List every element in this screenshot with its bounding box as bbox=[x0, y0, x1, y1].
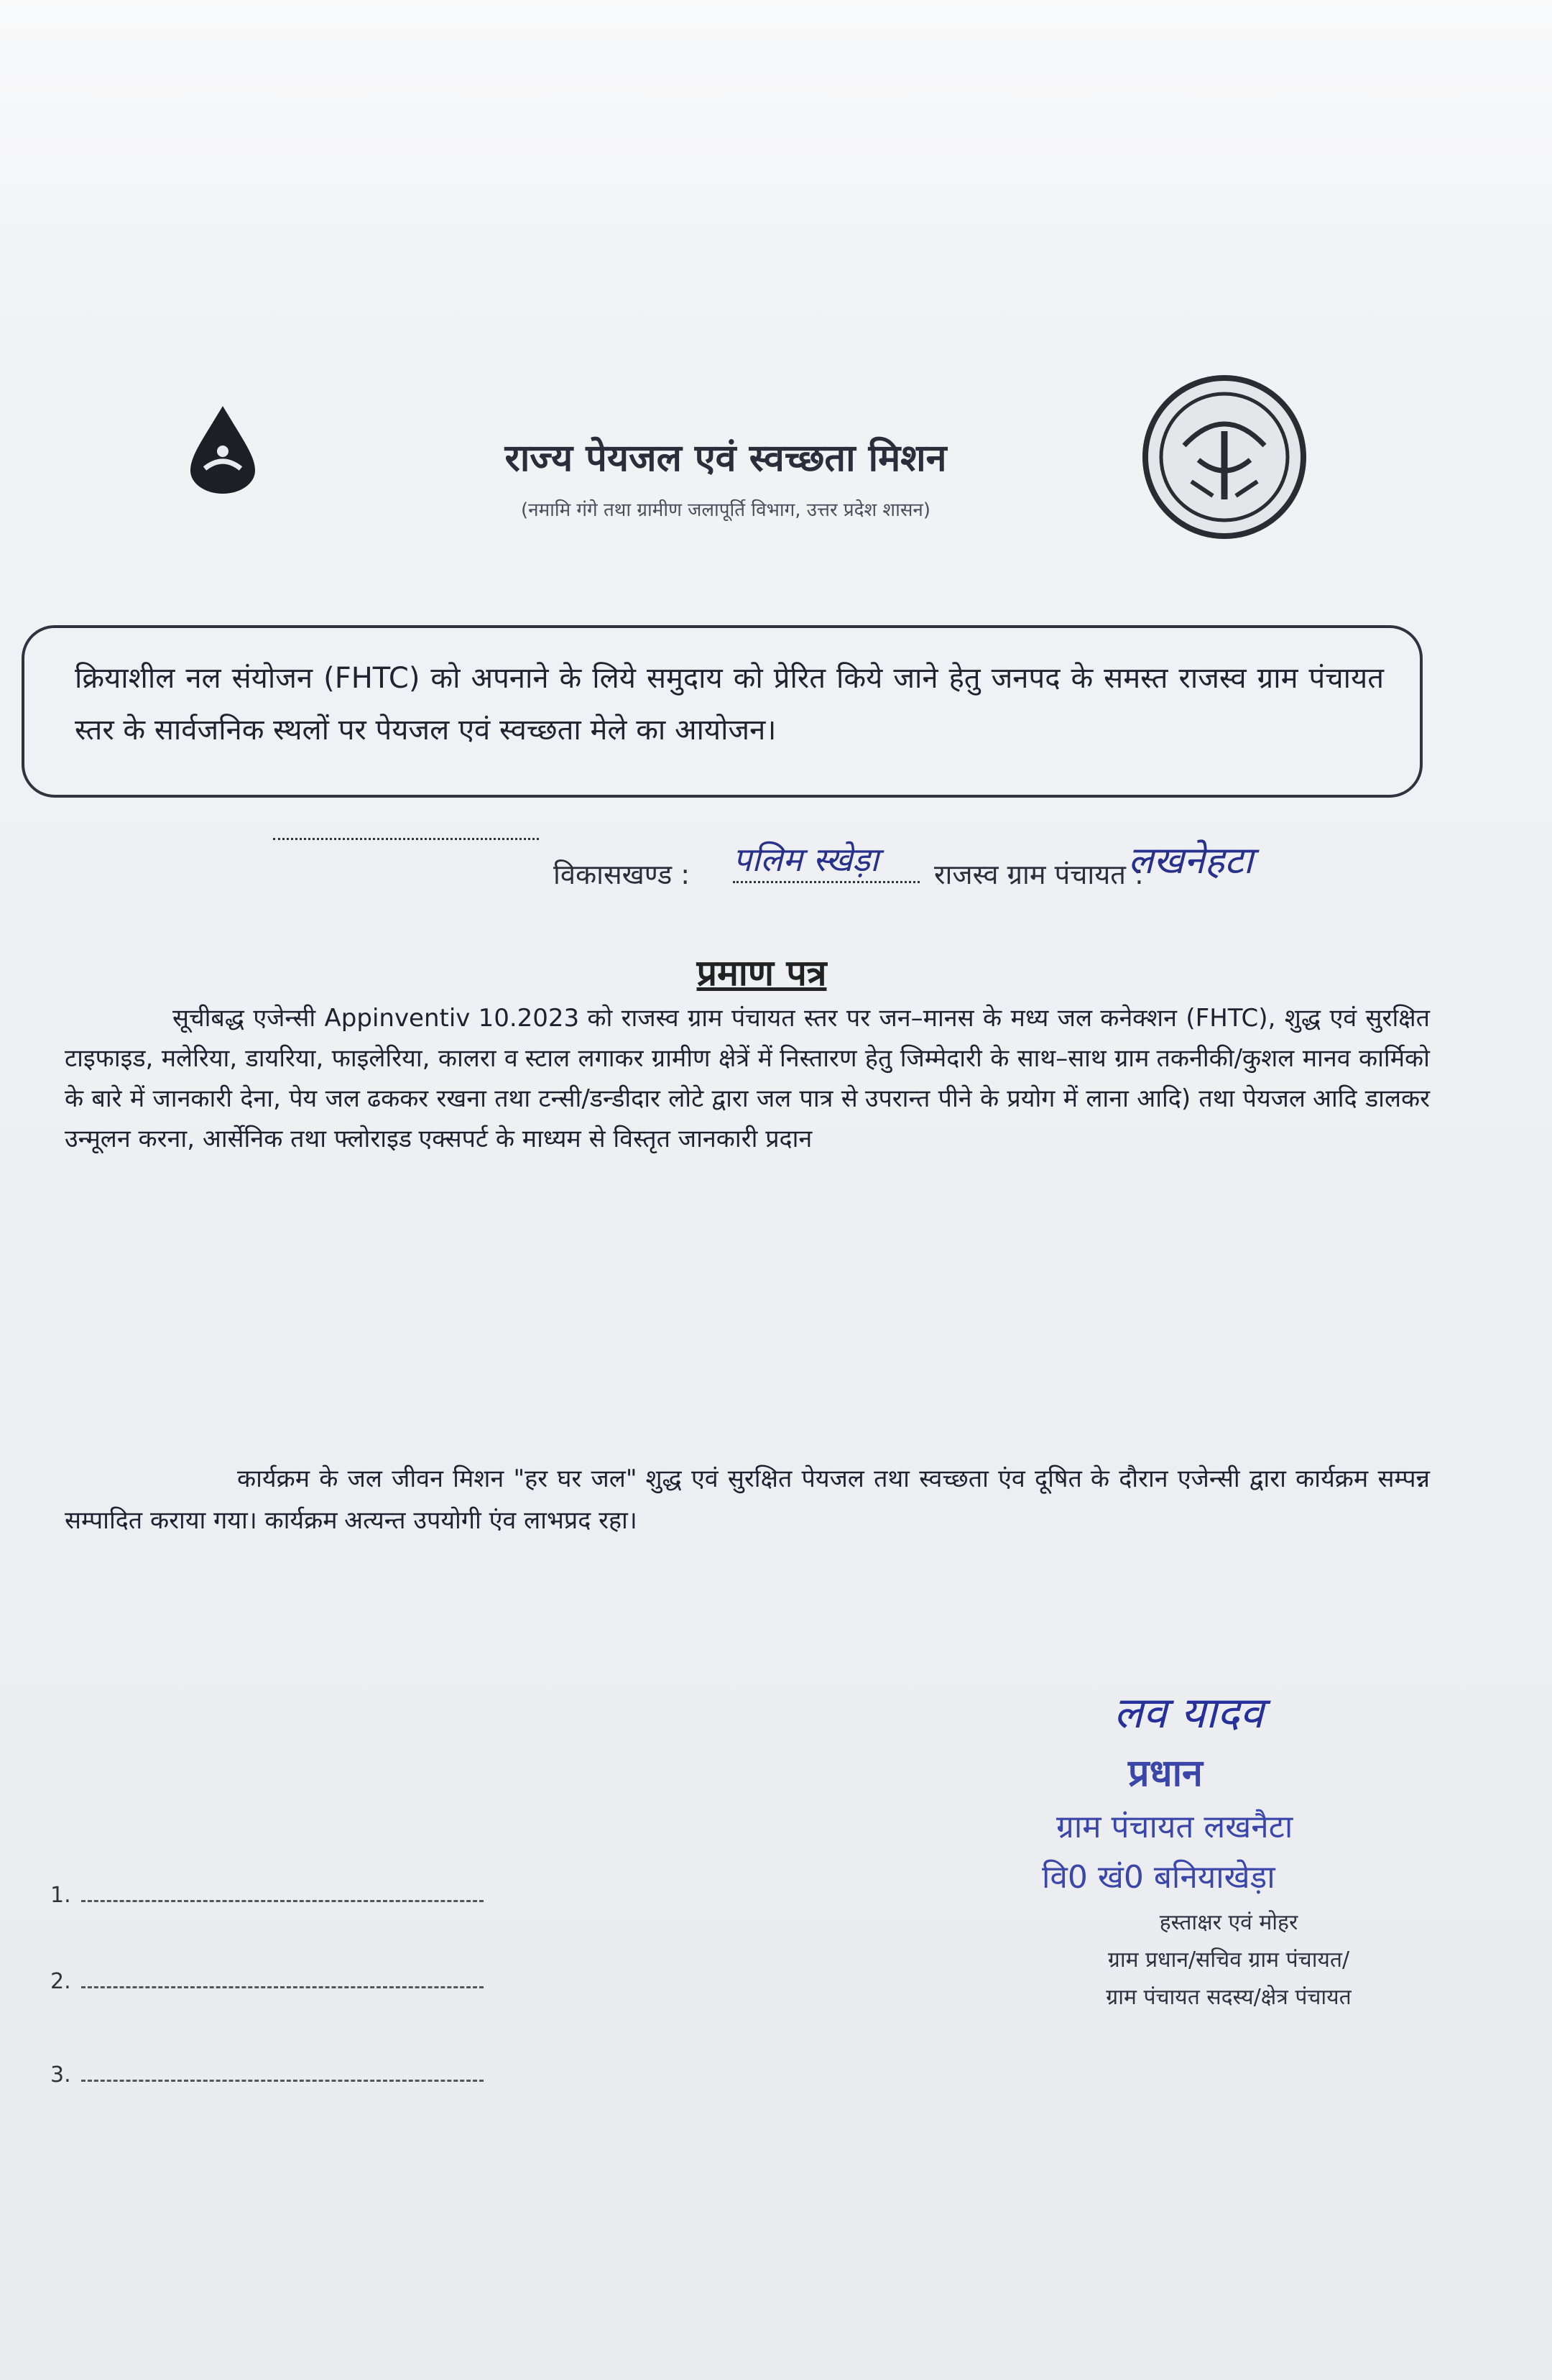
attendee-line-2 bbox=[50, 1969, 496, 1994]
mission-title: राज्य पेयजल एवं स्वच्छता मिशन bbox=[504, 437, 947, 480]
p2-text-e: अत्यन्त उपयोगी एंव लाभप्रद रहा। bbox=[344, 1506, 637, 1535]
p1-text-d: कनेक्शन (FHTC), शुद्ध एवं सुरक्षित bbox=[1100, 1004, 1431, 1033]
attendee-line-1 bbox=[50, 1883, 496, 1908]
p2-text-a: कार्यक्रम के जल जीवन मिशन "हर घर जल" bbox=[237, 1465, 637, 1493]
block-value: पलिम स्खेड़ा bbox=[733, 836, 920, 883]
subject-text: क्रियाशील नल संयोजन (FHTC) को अपनाने के लिये समुदाय को प्रेरित किये जाने हेतु जनपद के समस्त राजस्व ग्राम पंचायत स्तर के सार्वजनिक स्थलों पर पेयजल एवं स्वच्छता मेले का आयोजन। bbox=[75, 662, 1384, 747]
signature-block bbox=[1042, 1682, 1502, 2098]
certificate-paragraph-1 bbox=[65, 999, 1430, 1160]
p2-text-d: सम्पादित कराया गया। कार्यक्रम bbox=[65, 1506, 338, 1535]
p1-text-l: एक्सपर्ट के माध्यम से विस्तृत जानकारी प्रदान bbox=[418, 1125, 813, 1153]
p2-text-b: शुद्ध एवं सुरक्षित पेयजल तथा स्वच्छता एंव दूषित bbox=[645, 1465, 1082, 1493]
p1-text-h: तकनीकी/कुशल मानव कार्मिको के बारे में जानकारी देना, पेय जल bbox=[65, 1044, 1430, 1113]
p1-text-c: को राजस्व ग्राम पंचायत स्तर पर जन–मानस के मध्य जल bbox=[587, 1004, 1093, 1033]
subject-box bbox=[22, 625, 1423, 798]
attendee-number-2: 2. bbox=[50, 1969, 71, 1994]
gram-panchayat-label: राजस्व ग्राम पंचायत : bbox=[934, 859, 1144, 890]
block-label: विकासखण्ड : bbox=[553, 859, 690, 890]
stamp-line-1: ग्राम पंचायत लखनैटा bbox=[1056, 1809, 1293, 1845]
role-line-2: ग्राम प्रधान/सचिव ग्राम पंचायत/ bbox=[1107, 1947, 1350, 1973]
p1-text-k: आदि डालकर उन्मूलन करना, आर्सेनिक तथा फ्लोराइड bbox=[65, 1084, 1431, 1153]
p1-text-b: 10.2023 bbox=[478, 1004, 580, 1033]
stamp-line-2: वि0 खं0 बनियाखेड़ा bbox=[1042, 1859, 1275, 1896]
role-line-1: हस्ताक्षर एवं मोहर bbox=[1159, 1910, 1298, 1935]
paper-shading bbox=[0, 0, 1552, 302]
signatory-role bbox=[1027, 1904, 1430, 2016]
certificate-paragraph-2 bbox=[65, 1459, 1430, 1542]
attendee-line-3 bbox=[50, 2062, 496, 2088]
stamp-title: प्रधान bbox=[1128, 1752, 1203, 1795]
handwritten-signature: लव यादव bbox=[1114, 1688, 1264, 1738]
gram-panchayat-value: लखनेहटा bbox=[1128, 839, 1253, 882]
p1-text-a: सूचीबद्ध एजेन्सी Appinventiv bbox=[172, 1004, 471, 1033]
jal-jeevan-mission-logo bbox=[158, 402, 287, 561]
p1-text-g: निस्तारण हेतु जिम्मेदारी के साथ–साथ ग्राम bbox=[779, 1044, 1150, 1073]
district-value-field bbox=[273, 838, 539, 840]
p1-text-f: स्टाल लगाकर ग्रामीण क्षेत्रें में bbox=[525, 1044, 772, 1073]
attendee-number-1: 1. bbox=[50, 1883, 71, 1908]
attendee-number-3: 3. bbox=[50, 2062, 71, 2088]
role-line-3: ग्राम पंचायत सदस्य/क्षेत्र पंचायत bbox=[1106, 1985, 1352, 2010]
p1-text-i: ढककर रखना तथा टन्सी/डन्डीदार लोटे द्वारा जल पात्र से bbox=[366, 1084, 858, 1113]
p1-text-e: टाइफाइड, मलेरिया, डायरिया, फाइलेरिया, कालरा व bbox=[65, 1044, 518, 1073]
certificate-title: प्रमाण पत्र bbox=[696, 952, 827, 994]
mission-subtitle: (नमामि गंगे तथा ग्रामीण जलापूर्ति विभाग, उत्तर प्रदेश शासन) bbox=[521, 499, 930, 521]
p1-text-j: उपरान्त पीने के प्रयोग में लाना आदि) तथा पेयजल bbox=[864, 1084, 1306, 1113]
p2-text-c: के दौरान एजेन्सी द्वारा कार्यक्रम सम्पन्न bbox=[1090, 1465, 1430, 1493]
state-emblem-seal bbox=[1141, 374, 1308, 540]
water-drop-icon bbox=[158, 402, 287, 496]
location-fields bbox=[93, 841, 1459, 905]
